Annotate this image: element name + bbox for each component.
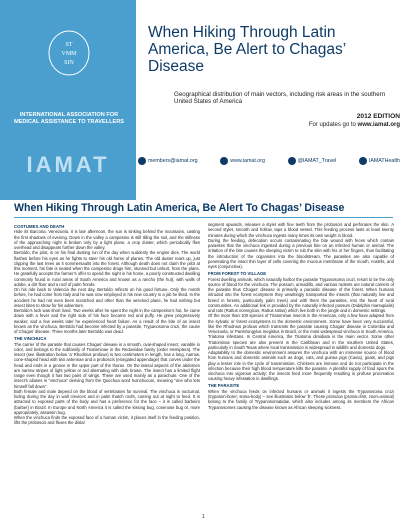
facebook-icon	[359, 157, 367, 165]
contact-twitter-label: @IAMAT_Travel	[297, 158, 337, 164]
paragraph: Forest dwelling animals, which naturally harbor the parasite Trypanosoma cruzi, resort to be the only source of blood for the vinchuca. The possum, armadillo, and various rodents are natural carriers of the parasite thus Chagas’ disease is primarily a parasitic disease of the forest. When humans intruded into the forest ecosystem they unwittingly transported the insects (that naturally live and breed in forests, particularly palm trees) and with them the parasites, into the heart of rural communities. An additional link is provided by the naturally infected possum (Didelphis marsupialis) and rats (Rattus norvegicus, Rattus rattus) which live both in the jungle and in domestic settings.	[208, 276, 394, 314]
page-number: 1	[202, 514, 205, 520]
paragraph: Bertoldo’s luck was short lived. Two weeks after he spent the night in the campesino’s hut, he came down with a fever and the right side of his face became red and puffy. He grew progressively weaker, and a few weeks later he experienced heart failure. As a result of the bite of an insect known as the vinchuca, Bertoldo had become infected by a parasite, Trypanosoma cruzi, the cause of Chagas’ disease. Three months later Bertoldo was dead.	[14, 308, 200, 335]
twitter-icon	[288, 157, 296, 165]
paragraph: When the vinchuca finds the exposed face of a human victim, it places itself in the feeding position, lifts the proboscis and flexes the distal	[14, 415, 200, 426]
contact-website-label: www.iamat.org	[230, 158, 265, 164]
paragraph: The carrier of the parasite that causes Chagas’ disease is a smooth, oval-shaped insect, variable in color, and belongs to the subfamily of Triatominae in the Reduviidae family (order Hemiptera). The insect (see illustration below ‘a’ Rhodnius prolixus) is two centimeters in length, has a long, narrow, cone-shaped head with two antennae and a proboscis (elongated appendage) that curves under the head and ends in a groove in the upper part of the thorax. On the lateral aspects of the abdomen are narrow stripes of light yellow or red alternating with dark brown. The insect has a limited flight range even though it has two pairs of wings. These are used mainly as a parachute. One of the insect’s aliases is “vinchuca” deriving from the Quechua word huinchucuni, meaning “one who lets himself fall down”.	[14, 341, 200, 389]
section-heading: THE VINCHUCA	[14, 335, 47, 341]
article-title: When Hiking Through Latin America, Be Alert To Chagas’ Disease	[14, 202, 345, 214]
header-subtitle: Geographical distribution of main vectors, including risk areas in the southern United States of America	[174, 91, 386, 106]
contact-facebook[interactable]	[359, 157, 400, 165]
paragraph: On his ride back to Valencia the next day, Bertoldo reflects on his good fortune. Only the month before, he had come from Italy and he was now employed in his new country in a job he liked. In the accident he had not even been scratched and other than the wrecked plane, he had nothing but insect bites to show for his adventure.	[14, 287, 200, 308]
logo-line-1: ST	[65, 42, 73, 48]
contact-facebook-label: IAMATHealth	[368, 158, 400, 164]
article-right-column	[208, 222, 394, 410]
section-heading: FROM FOREST TO VILLAGE	[208, 270, 267, 276]
paragraph: segment upwards, releases a stylet with fine teeth from the proboscis and perforates the skin. A second stylet, smooth and hollow, taps a blood vessel. This feeding process lasts at least twenty minutes during which the vinchuca ingests many times its own weight in blood.	[208, 222, 394, 238]
contact-bar	[138, 155, 400, 167]
paragraph: Bertoldo, the pilot, is on his final dusting run of the day when suddenly the engine dies. The world flashes before his eyes as he fights to steer his old horse of planes. The old duster rears up, just clipping the last trees as it sommersaults into the forest. Although death does not claim the pilot at this moment, his fate is sealed when the campesino drags him, stunned but unhurt, from the plane. He gratefully accepts the farmer’s offer to spend the night in his home, a poorly constructed dwelling commonly found in rural areas of South America and known as a rancho (the hut), with walls of adobe, a dirt floor and a roof of palm fronds.	[14, 250, 200, 287]
title-divider	[14, 217, 393, 218]
paragraph: Adaptability to the domestic environment assures the vinchuca with an immense source of blood from humans and domestic animals such as dogs, cats, and guinea pigs (Cavia), goats, and pigs play a lesser role in the cycle of transmission. Chickens are immune and do not participate in the infection because their high blood temperature kills the parasite. A plentiful supply of food spurs the vinchuca into vigorous activity; the insects feed more frequently resulting in profuse procreation causing heavy infestation in dwellings.	[208, 350, 394, 382]
paragraph: Hide its Barcoria, Venezuela. It is late afternoon, the sun is sinking behind the mountains, casting the first shadows of evening. Down in the valley a campesino is still tilling the soil, and the stillness of the approaching night is broken only by a light plane, a crop duster, which periodically flies overhead and disappears further down the valley.	[14, 229, 200, 251]
globe-icon	[220, 157, 228, 165]
iamat-wordmark: IAMAT	[26, 152, 110, 177]
paragraph: During the feeding, defecation occurs contaminating the bite wound with feces which contain parasites that the vinchuca ingested during a previous bite on an infected human or animal. The irritation of the bite causes the sleeping victim to rub the skin with his or her fingers, thus facilitating the introduction of the organisms into the bloodstream. The parasites are also capable of penetrating the intact thin layer of cells covering the mucous membrane of the mouth, nostrils, and eyes (conjunctiva).	[208, 237, 394, 269]
contact-twitter[interactable]	[288, 157, 337, 165]
contact-email-label: members@iamat.org	[148, 158, 198, 164]
updates-link[interactable]: www.iamat.org	[357, 122, 400, 128]
section-heading: COSTUMES AND DEATH	[14, 223, 65, 229]
updates-line	[240, 122, 400, 128]
org-name: INTERNATIONAL ASSOCIATION FOR MEDICAL ASSISTANCE TO TRAVELLERS	[13, 112, 125, 126]
updates-prefix: For updates go to	[308, 122, 356, 128]
org-sidebar	[0, 0, 136, 200]
contact-website[interactable]	[220, 157, 265, 165]
contact-email[interactable]	[138, 157, 198, 165]
header-title: When Hiking Through Latin America, Be Alert to Chagas’ Disease	[148, 24, 346, 75]
logo-line-3: SIN	[64, 60, 74, 66]
paragraph: Of the more than 100 species of Triatominae insects in the Americas, only a few have adapted from the sylvatic or forest ecosystems to the domestic environment. Some have been very successful, like the Rhodnius prolixus which transmits the parasite causing Chagas’ disease in Colombia and Venezuela, or Panstrongylus megistus in Brazil, or the most widespread vinchuca in South America, Triatoma infestans. In Central America, the Triatoma dimidiata is the main vector. Some other Triatominae species are also present in the Caribbean and in the southern United States, particularly in South Texas where local transmission is widespread in wildlife and domestic dogs.	[208, 313, 394, 350]
paragraph: When the vinchuca feeds on infected humans or animals it ingests the Trypanosoma cruzi (trypanon-borer; soma-body) – see illustration below ‘b’. These protozoa (protos=first, zoon=animal) belong to the family of Trypanosomatidae, which also includes among its members the African Trypanosomes causing the disease known as African sleeping sickness.	[208, 388, 394, 410]
iamat-emblem-icon	[48, 30, 90, 76]
section-heading: THE PARASITE	[208, 383, 240, 389]
logo-line-2: VMM	[61, 51, 77, 57]
paragraph: Both female and male depend on the blood of vertebrates for survival. The vinchuca is nocturnal, hiding during the day in wall crevices and in palm thatch roofs, coming out at night to feed. It is attracted to exposed parts of the body and has a preference for the face – it is called barbeiro (barber) in Brazil. In Europe and North America it is called the kissing bug, conenose bug or, more appropriately, assassin bug.	[14, 388, 200, 415]
edition-label: 2012 EDITION	[356, 113, 400, 120]
mail-icon	[138, 157, 146, 165]
article-left-column	[14, 222, 200, 426]
